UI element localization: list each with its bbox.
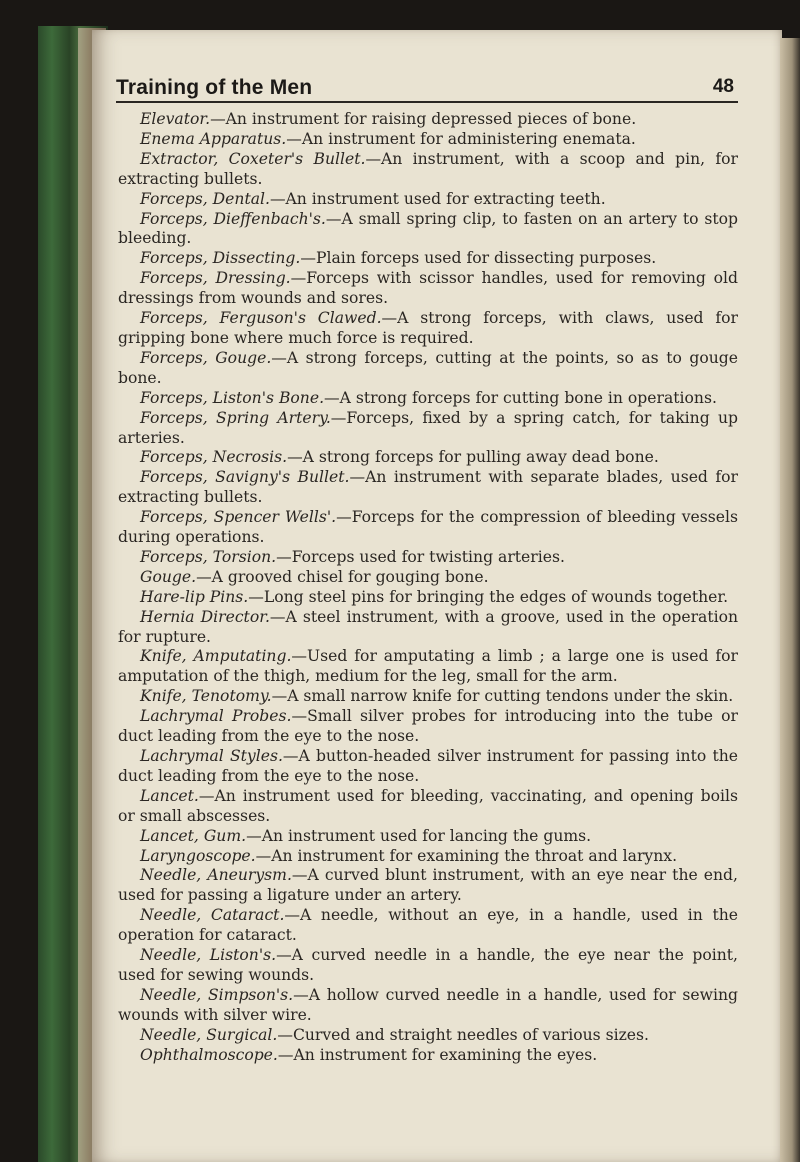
glossary-entry <box>118 827 738 847</box>
entry-term: Forceps, Gouge. <box>140 348 272 367</box>
glossary-entry <box>118 110 738 130</box>
glossary-entry <box>118 468 738 508</box>
entry-term: Forceps, Dental. <box>140 189 270 208</box>
glossary-entry <box>118 787 738 827</box>
entry-term: Hernia Director. <box>140 607 270 626</box>
glossary-entry <box>118 508 738 548</box>
entry-definition: —A grooved chisel for gouging bone. <box>196 567 489 586</box>
page-edge-right <box>780 38 800 1162</box>
entry-definition: —A strong forceps, with claws, used for gripping bone where much force is required. <box>118 309 738 347</box>
entry-definition: —A needle, without an eye, in a handle, used in the operation for cataract. <box>118 906 738 945</box>
glossary-entry <box>118 210 738 250</box>
entry-definition: —Plain forceps used for dissecting purposes. <box>300 249 657 268</box>
entry-term: Knife, Amputating. <box>140 647 292 666</box>
entry-term: Knife, Tenotomy. <box>140 687 272 706</box>
glossary-entry <box>118 986 738 1026</box>
entry-definition: —Forceps, fixed by a spring catch, for taking up arteries. <box>118 408 738 447</box>
entry-term: Needle, Surgical. <box>140 1025 278 1044</box>
glossary-entry <box>118 568 738 588</box>
entry-term: Hare-lip Pins. <box>140 587 249 606</box>
entry-term: Elevator. <box>140 110 211 128</box>
glossary-entry <box>118 608 738 648</box>
entry-definition: —An instrument for examining the throat and larynx. <box>255 846 678 865</box>
glossary-entry <box>118 946 738 986</box>
entry-definition: —Used for amputating a limb ; a large one is used for amputation of the thigh, medium for the leg, small for the arm. <box>118 647 738 686</box>
entry-term: Lachrymal Probes. <box>140 707 292 726</box>
entry-term: Forceps, Dressing. <box>140 269 291 288</box>
glossary-entry <box>118 249 738 269</box>
entry-term: Ophthalmoscope. <box>140 1045 278 1064</box>
entry-term: Needle, Simpson's. <box>140 985 294 1004</box>
entry-definition: —An instrument for raising depressed pieces of bone. <box>210 110 637 128</box>
entry-definition: —A button-headed silver instrument for passing into the duct leading from the eye to the nose. <box>118 747 739 785</box>
entry-definition: —Long steel pins for bringing the edges of wounds together. <box>248 587 729 606</box>
entry-definition: —A steel instrument, with a groove, used in the operation for rupture. <box>118 607 739 646</box>
entry-term: Forceps, Necrosis. <box>140 448 288 467</box>
glossary-entry <box>118 548 738 568</box>
running-title: Training of the Men <box>116 76 313 99</box>
entry-definition: —An instrument with separate blades, used for extracting bullets. <box>118 468 738 507</box>
glossary-entry <box>118 1026 738 1046</box>
entry-definition: —Forceps used for twisting arteries. <box>276 547 565 566</box>
header-rule <box>116 101 738 103</box>
entry-definition: —A curved blunt instrument, with an eye near the end, used for passing a ligature under an artery. <box>118 866 738 905</box>
glossary-entry <box>118 866 738 906</box>
glossary-entry <box>118 190 738 210</box>
entry-definition: —Forceps for the compression of bleeding vessels during operations. <box>118 508 738 547</box>
entry-definition: —An instrument used for lancing the gums. <box>246 826 592 845</box>
glossary-entry <box>118 349 738 389</box>
entry-definition: —An instrument used for bleeding, vaccinating, and opening boils or small abscesses. <box>118 786 738 825</box>
entry-definition: —A small narrow knife for cutting tendons under the skin. <box>271 687 734 706</box>
entry-term: Forceps, Torsion. <box>140 547 277 566</box>
entry-definition: —A strong forceps, cutting at the points, so as to gouge bone. <box>118 348 738 387</box>
glossary-entry <box>118 1046 738 1066</box>
entry-term: Forceps, Dissecting. <box>140 249 301 268</box>
page-header <box>116 74 736 102</box>
page-number: 48 <box>712 76 734 97</box>
entry-term: Forceps, Ferguson's Clawed. <box>140 309 382 328</box>
entry-term: Lancet. <box>140 786 199 805</box>
glossary-entry <box>118 448 738 468</box>
entry-term: Needle, Aneurysm. <box>140 866 292 885</box>
entry-definition: —An instrument for administering enemata. <box>286 129 636 148</box>
entry-definition: —Forceps with scissor handles, used for removing old dressings from wounds and sores. <box>118 269 738 308</box>
glossary-entry <box>118 389 738 409</box>
entry-term: Lancet, Gum. <box>140 826 247 845</box>
entry-term: Forceps, Spencer Wells'. <box>140 508 337 527</box>
entry-term: Forceps, Dieffenbach's. <box>140 209 326 228</box>
glossary-entry <box>118 647 738 687</box>
entry-definition: —Small silver probes for introducing into the tube or duct leading from the eye to the nose. <box>118 707 738 746</box>
entry-definition: —A hollow curved needle in a handle, used for sewing wounds with silver wire. <box>118 985 738 1024</box>
entry-term: Enema Apparatus. <box>140 129 287 148</box>
glossary-entry <box>118 269 738 309</box>
entry-definition: —An instrument for examining the eyes. <box>277 1045 598 1064</box>
entry-term: Laryngoscope. <box>140 846 256 865</box>
entry-term: Needle, Liston's. <box>140 946 277 965</box>
entry-definition: —A small spring clip, to fasten on an artery to stop bleeding. <box>118 209 739 248</box>
entry-definition: —An instrument, with a scoop and pin, for extracting bullets. <box>118 149 739 188</box>
entry-term: Gouge. <box>140 567 197 586</box>
glossary-entry <box>118 707 738 747</box>
glossary-entry <box>118 847 738 867</box>
glossary-entry <box>118 130 738 150</box>
glossary-entry <box>118 588 738 608</box>
glossary-entry <box>118 747 738 787</box>
entry-term: Needle, Cataract. <box>140 906 285 925</box>
glossary-list <box>118 110 738 1066</box>
entry-definition: —A curved needle in a handle, the eye near the point, used for sewing wounds. <box>118 946 738 984</box>
entry-definition: —A strong forceps for cutting bone in operations. <box>324 388 717 407</box>
entry-term: Forceps, Liston's Bone. <box>140 388 325 407</box>
glossary-entry <box>118 150 738 190</box>
entry-definition: —Curved and straight needles of various sizes. <box>277 1025 649 1044</box>
entry-term: Forceps, Savigny's Bullet. <box>140 468 350 487</box>
entry-term: Forceps, Spring Artery. <box>140 408 331 427</box>
entry-definition: —A strong forceps for pulling away dead bone. <box>287 448 659 467</box>
glossary-entry <box>118 906 738 946</box>
glossary-entry <box>118 409 738 449</box>
entry-term: Extractor, Coxeter's Bullet. <box>140 149 366 168</box>
entry-definition: —An instrument used for extracting teeth. <box>269 189 606 208</box>
glossary-entry <box>118 687 738 707</box>
glossary-entry <box>118 309 738 349</box>
entry-term: Lachrymal Styles. <box>140 747 283 765</box>
